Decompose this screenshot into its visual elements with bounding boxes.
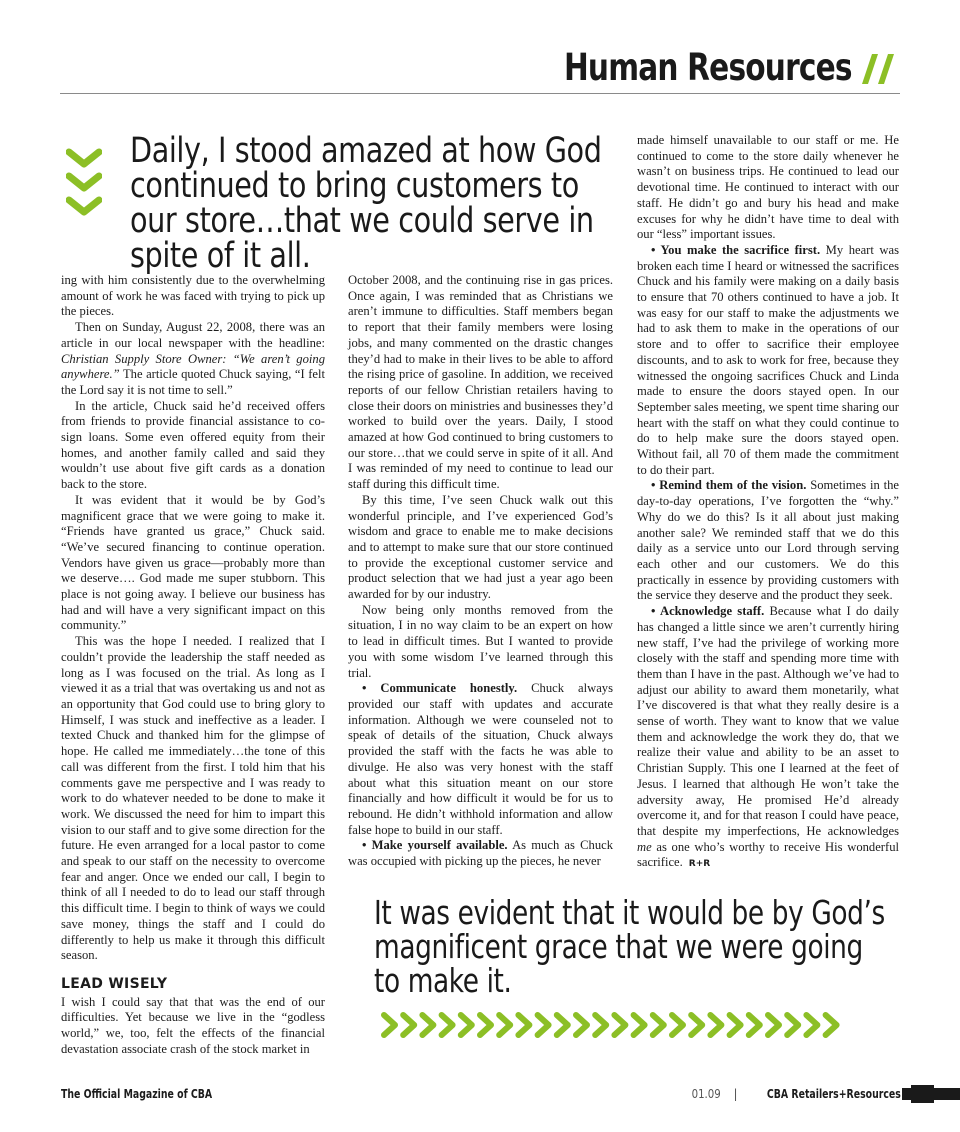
chevron-stack-icon <box>66 142 102 222</box>
footer-magazine-name: The Official Magazine of CBA <box>61 1087 213 1101</box>
headline-quote: Christian Supply Store Owner: “We aren’t going anywhere.” <box>61 351 325 382</box>
paragraph: By this time, I’ve seen Chuck walk out this wonderful principle, and I’ve experienced God’s wisdom and grace to enable me to make decisions and to attempt to make sure that our store continued to provide the exceptional customer service and product selection that we had just a year ago been awarded for by our industry. <box>348 492 613 602</box>
bullet-acknowledge: • Acknowledge staff. Because what I do daily has changed a little since we aren’t currently hiring new staff, I’ve had the privilege of working more closely with the staff and spending more time with them than I have in the past. Although we’ve had to adjust our ability to award them monetarily, what I’ve discovered is that what they really desire is a sense of worth. They want to know that we value them and acknowledge the work they do, that we realize their value and ability to be an asset to Christian Supply. This one I learned at the feet of Jesus. I learned that although He won’t take the adversity away, He promised He’d already overcome it, and for that reason I could have peace, that despite my imperfections, He acknowledges me as one who’s worthy to receive His wonderful sacrifice. R+R <box>637 604 899 870</box>
pull-quote-top <box>60 131 630 276</box>
footer-info <box>689 1085 934 1103</box>
pull-quote-bottom-text: It was evident that it would be by God’s magnificent grace that we were going to make it. <box>374 893 885 1000</box>
footer-separator: | <box>733 1087 738 1101</box>
publication-name: CBA Retailers+Resources <box>766 1087 901 1101</box>
bullet-available: • Make yourself available. As much as Chuck was occupied with picking up the pieces, he never <box>348 838 614 869</box>
pull-quote-bottom <box>374 893 914 1046</box>
bullet-communicate: • Communicate honestly. Chuck always provided our staff with updates and accurate information. Although we were counseled not to speak of details of the situation, Chuck always provided the staff with the facts he was able to divulge. He also was very honest with the staff about what this situation meant on our store financially and how difficult it would be for us to rebound. He didn’t withhold information and allow false hope to build in our staff. <box>348 681 613 837</box>
article-column-left <box>61 273 325 1057</box>
paragraph: It was evident that it would be by God’s magnificent grace that we were going to make it. “Friends have granted us grace,” Chuck said. “We’ve secured financing to continue operation. Vendors have given us grace—probably more than we deserve…. God made me super stubborn. This place is not going away. I believe our business has had and will have a very significant impact on this community.” <box>61 492 325 633</box>
article-column-middle <box>348 273 613 870</box>
chevron-row-icon <box>380 1012 850 1038</box>
paragraph: made himself unavailable to our staff or me. He continued to come to the store daily whenever he wasn’t on business trips. He continued to lead our devotional time. He continued to interact with our staff. He didn’t go and bury his head and make excuses for why he didn’t have time to deal with our “less” important issues. <box>637 133 899 242</box>
bullet-vision: • Remind them of the vision. Sometimes in the day-to-day operations, I’ve forgotten the “why.” Why do we do this? Is it all about just making another sale? We reminded staff that we do this daily as a service unto our Lord through serving each other and our customers. We do this practically in essence by providing customers with the service they deserve and the product they seek. <box>637 478 899 603</box>
footer-bar <box>902 1088 960 1100</box>
end-mark: R+R <box>688 859 711 870</box>
paragraph: In the article, Chuck said he’d received offers from friends to provide financial assistance to co-sign loans. Some even offered equity from their homes, and another family called and said they wouldn’t use about five gift cards as a donation back to the store. <box>61 398 325 492</box>
paragraph: October 2008, and the continuing rise in gas prices. Once again, I was reminded that as Christians we aren’t immune to difficulties. Staff members began to report that their family members were losing jobs, and many commented on the drastic changes they’d had to make in their lives to be able to afford the rising price of gasoline. In addition, we received reports of our fellow Christian retailers having to close their doors on ministries and businesses they’d worked to build over the years. Daily, I stood amazed at how God continued to bring customers to our store…that we could serve in spite of it all. And I was reminded of my need to continue to lead our staff during this difficult time. <box>348 273 613 492</box>
paragraph: This was the hope I needed. I realized that I couldn’t provide the leadership the staff needed as long as I was focused on the trial. As long as I viewed it as a trial that was overtaking us and not as an opportunity that God could use to bring glory to Himself, I was stuck and ineffective as a leader. I texted Chuck and thanked him for the glimpse of hope. He called me immediately…the tone of this call was different from the first. I told him that his comments gave me perspective and I was ready to work to do whatever needed to be done to make it work. We discussed the need for him to impart this vision to our staff and to give some direction for the future. He even arranged for a local pastor to come and speak to our staff on the necessity to overcome fear and anger. Once we ended our call, I begin to think of all I needed to do to lead our staff through this difficult time. I begin to think of ways we could save money, things the staff and I could do differently to help us make it through this difficult season. <box>61 634 325 963</box>
bullet-sacrifice: • You make the sacrifice first. My heart was broken each time I heard or witnessed the sacrifices Chuck and his family were making on a daily basis to ensure that 70 others continued to have a job. It was easy for our staff to make the adjustments we had to ask them to make in the operations of our store and to offer to sacrifice their employee discounts, and to ask to work for free, because they witnessed the ongoing sacrifices Chuck and Linda made to ensure the doors stayed open. In our September sales meeting, we spent time sharing our heart with the staff on what they could continue to do to help make sure the doors stayed open. Without fail, all 70 of them made the commitment to do their part. <box>637 242 899 477</box>
issue-date: 01.09 <box>691 1087 721 1101</box>
section-header <box>60 44 900 94</box>
article-column-right <box>637 133 899 873</box>
double-slash-icon <box>858 52 898 86</box>
paragraph: Then on Sunday, August 22, 2008, there was an article in our local newspaper with the headline: Christian Supply Store Owner: “We aren’t going anywhere.” The article quoted Chuck saying, “I felt the Lord say it is not time to sell.” <box>61 320 325 397</box>
pull-quote-top-text: Daily, I stood amazed at how God continued to bring customers to our store…that we could serve in spite of it all. <box>130 131 602 276</box>
paragraph: Now being only months removed from the situation, I in no way claim to be an expert on how to lead in difficult times. But I wanted to provide you with some wisdom I’ve learned through this trial. <box>348 602 613 680</box>
section-title: Human Resources <box>564 46 852 89</box>
subheading-lead-wisely: LEAD WISELY <box>61 975 168 992</box>
paragraph: ing with him consistently due to the overwhelming amount of work he was faced with trying to pick up the pieces. <box>61 273 325 319</box>
paragraph: I wish I could say that that was the end of our difficulties. Yet because we live in the “godless world,” we, too, felt the effects of the financial devastation associate crash of the stock market in <box>61 994 325 1056</box>
